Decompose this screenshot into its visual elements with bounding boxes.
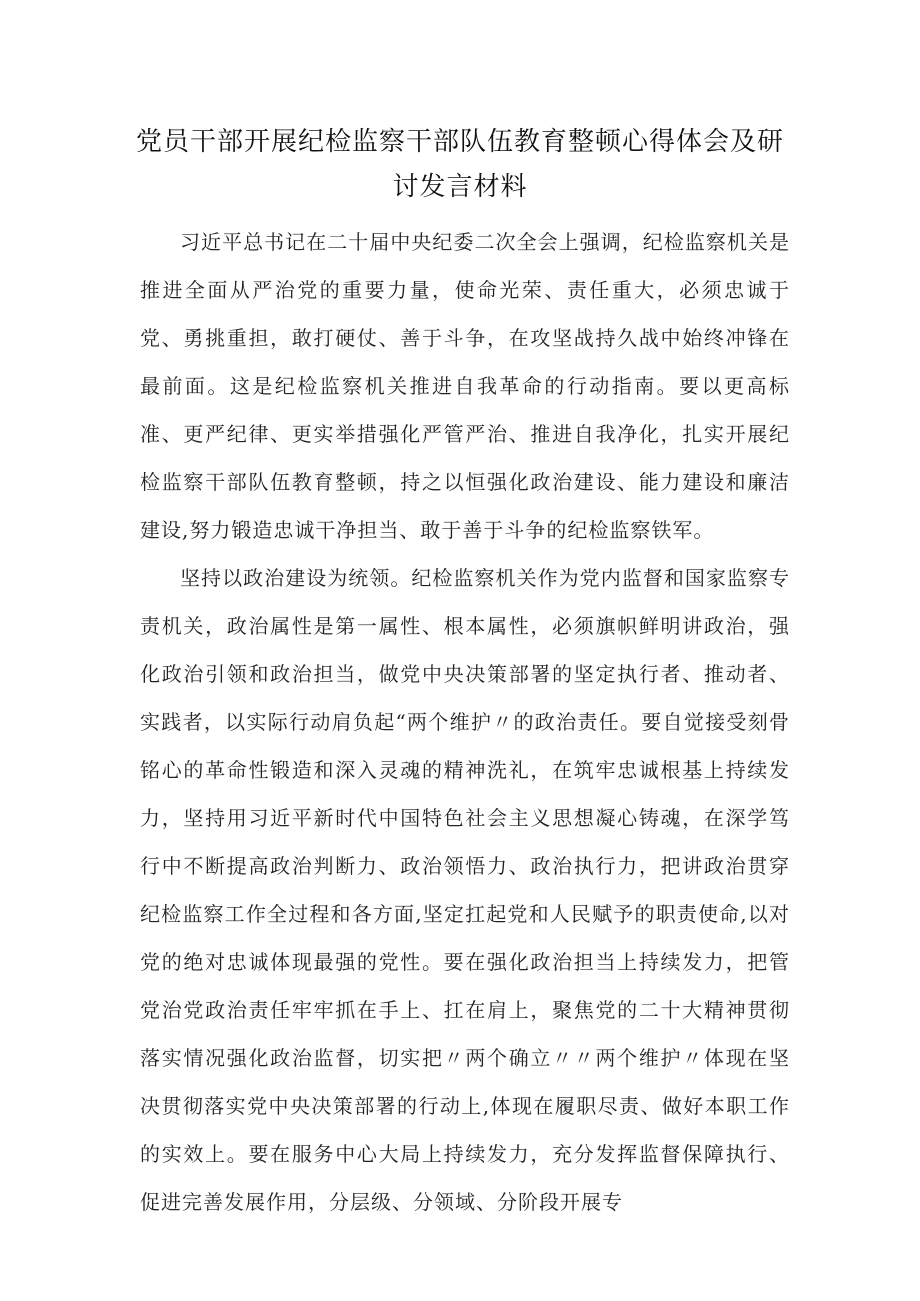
body-paragraph-1: 习近平总书记在二十届中央纪委二次全会上强调，纪检监察机关是推进全面从严治党的重要力量，使命光荣、责任重大，必须忠诚于党、勇挑重担，敢打硬仗、善于斗争，在攻坚战持久战中始终冲锋在最前面。这是纪检监察机关推进自我革命的行动指南。要以更高标准、更严纪律、更实举措强化严管严治、推进自我净化，扎实开展纪检监察干部队伍教育整顿，持之以恒强化政治建设、能力建设和廉洁建设,努力锻造忠诚干净担当、敢于善于斗争的纪检监察铁军。	[140, 230, 790, 542]
body-paragraph-2: 坚持以政治建设为统领。纪检监察机关作为党内监督和国家监察专责机关，政治属性是第一属性、根本属性，必须旗帜鲜明讲政治，强化政治引领和政治担当，做党中央决策部署的坚定执行者、推动者、实践者，以实际行动肩负起“两个维护〃的政治责任。要自觉接受刻骨铭心的革命性锻造和深入灵魂的精神洗礼，在筑牢忠诚根基上持续发力，坚持用习近平新时代中国特色社会主义思想凝心铸魂，在深学笃行中不断提高政治判断力、政治领悟力、政治执行力，把讲政治贯穿纪检监察工作全过程和各方面,坚定扛起党和人民赋予的职责使命,以对党的绝对忠诚体现最强的党性。要在强化政治担当上持续发力，把管党治党政治责任牢牢抓在手上、扛在肩上，聚焦党的二十大精神贯彻落实情况强化政治监督，切实把〃两个确立〃〃两个维护〃体现在坚决贯彻落实党中央决策部署的行动上,体现在履职尽责、做好本职工作的实效上。要在服务中心大局上持续发力，充分发挥监督保障执行、促进完善发展作用，分层级、分领域、分阶段开展专	[140, 566, 790, 1214]
document-title-line-2: 讨发言材料	[392, 172, 528, 202]
document-title-line-1: 党员干部开展纪检监察干部队伍教育整顿心得体会及研	[135, 127, 784, 157]
